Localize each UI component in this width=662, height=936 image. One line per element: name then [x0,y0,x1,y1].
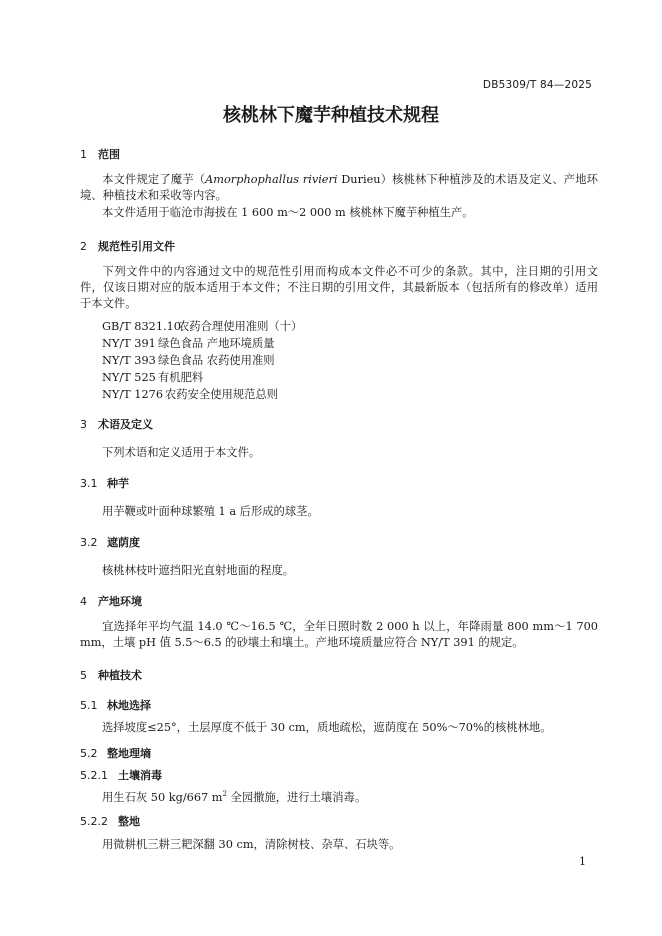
section-number: 4 [80,595,87,608]
subsection-5-1-heading [80,697,151,713]
text-run: 全园撒施，进行土壤消毒。 [226,791,367,804]
section-title: 林地选择 [107,699,151,712]
section-1-heading [80,146,120,162]
section-number: 3.2 [80,536,98,549]
reference-name: 绿色食品 农药使用准则 [158,354,275,367]
paragraph-applicability [80,205,598,221]
page-number: 1 [579,855,586,868]
paragraph-land-preparation: 用微耕机三耕三耙深翻 30 cm，清除树枝、杂草、石块等。 [102,838,401,851]
section-number: 5 [80,669,87,682]
latin-name: Amorphophallus rivieri [205,173,338,186]
section-2-heading [80,238,175,254]
definition-text: 核桃林枝叶遮挡阳光直射地面的程度。 [102,564,295,577]
reference-name: 农药合理使用准则（十） [178,320,303,333]
section-title: 遮荫度 [107,536,140,549]
section-title: 整地 [118,815,140,828]
reference-item [102,318,302,334]
paragraph-terms-intro: 下列术语和定义适用于本文件。 [102,446,261,459]
reference-code: NY/T 525 [102,371,156,384]
section-number: 5.2.1 [80,769,108,782]
paragraph-references [80,264,598,312]
document-title: 核桃林下魔芋种植技术规程 [223,105,439,126]
section-title: 种芋 [107,477,129,490]
section-4-heading [80,593,142,609]
section-title: 土壤消毒 [118,769,162,782]
section-title: 范围 [98,148,120,161]
reference-item [102,335,275,351]
text-run: 本文件规定了魔芋（ [102,173,206,186]
reference-code: GB/T 8321.10 [102,320,181,333]
subsection-5-2-heading [80,745,151,761]
section-title: 整地理墒 [107,747,151,760]
reference-code: NY/T 1276 [102,388,164,401]
reference-item [102,352,275,368]
text-run: 下列文件中的内容通过文中的规范性引用而构成本文件必不可少的条款。其中，注日期的引用文件，仅该日期对应的版本适用于本文件；不注日期的引用文件，其最新版本（包括所有的修改单）适用于本文件。 [80,265,598,310]
text-run: 用生石灰 50 kg/667 m [102,791,223,804]
reference-name: 有机肥料 [158,371,204,384]
subsection-5-2-2-heading [80,813,140,829]
section-title: 产地环境 [98,595,142,608]
section-number: 3.1 [80,477,98,490]
section-3-heading [80,416,153,432]
reference-item [102,369,203,385]
section-5-heading [80,667,142,683]
subsection-5-2-1-heading [80,767,162,783]
reference-code: NY/T 391 [102,337,156,350]
reference-name: 绿色食品 产地环境质量 [158,337,275,350]
section-number: 5.2 [80,747,98,760]
section-number: 5.2.2 [80,815,108,828]
standard-code: DB5309/T 84—2025 [482,79,592,91]
paragraph-soil-disinfection [102,789,366,805]
text-run: 宜选择年平均气温 14.0 ℃～16.5 ℃，全年日照时数 2 000 h 以上，年降雨量 800 mm～1 700 mm，土壤 pH 值 5.5～6.5 的砂壤土和壤土。产地环境质量应符合 NY/T 391 的规定。 [80,620,598,649]
reference-name: 农药安全使用规范总则 [165,388,278,401]
section-title: 种植技术 [98,669,142,682]
section-number: 3 [80,418,87,431]
paragraph-site-selection: 选择坡度≤25°，土层厚度不低于 30 cm，质地疏松，遮荫度在 50%～70%的核桃林地。 [102,721,552,734]
section-number: 5.1 [80,699,98,712]
reference-item [102,386,278,402]
section-title: 规范性引用文件 [98,240,175,253]
paragraph-scope [80,172,598,204]
text-run: 本文件适用于临沧市海拔在 1 600 m～2 000 m 核桃林下魔芋种植生产。 [102,206,474,219]
reference-code: NY/T 393 [102,354,156,367]
section-number: 1 [80,148,87,161]
definition-text: 用芋鞭或叶面种球繁殖 1 a 后形成的球茎。 [102,505,319,518]
subsection-3-1-heading [80,475,129,491]
subsection-3-2-heading [80,534,140,550]
paragraph-environment [80,619,598,651]
superscript: 2 [222,790,227,799]
section-number: 2 [80,240,87,253]
text-run: Durieu）核桃林下种植涉及的术语及定义、产地环境、种植技术和采收等内容。 [80,173,598,202]
section-title: 术语及定义 [98,418,153,431]
